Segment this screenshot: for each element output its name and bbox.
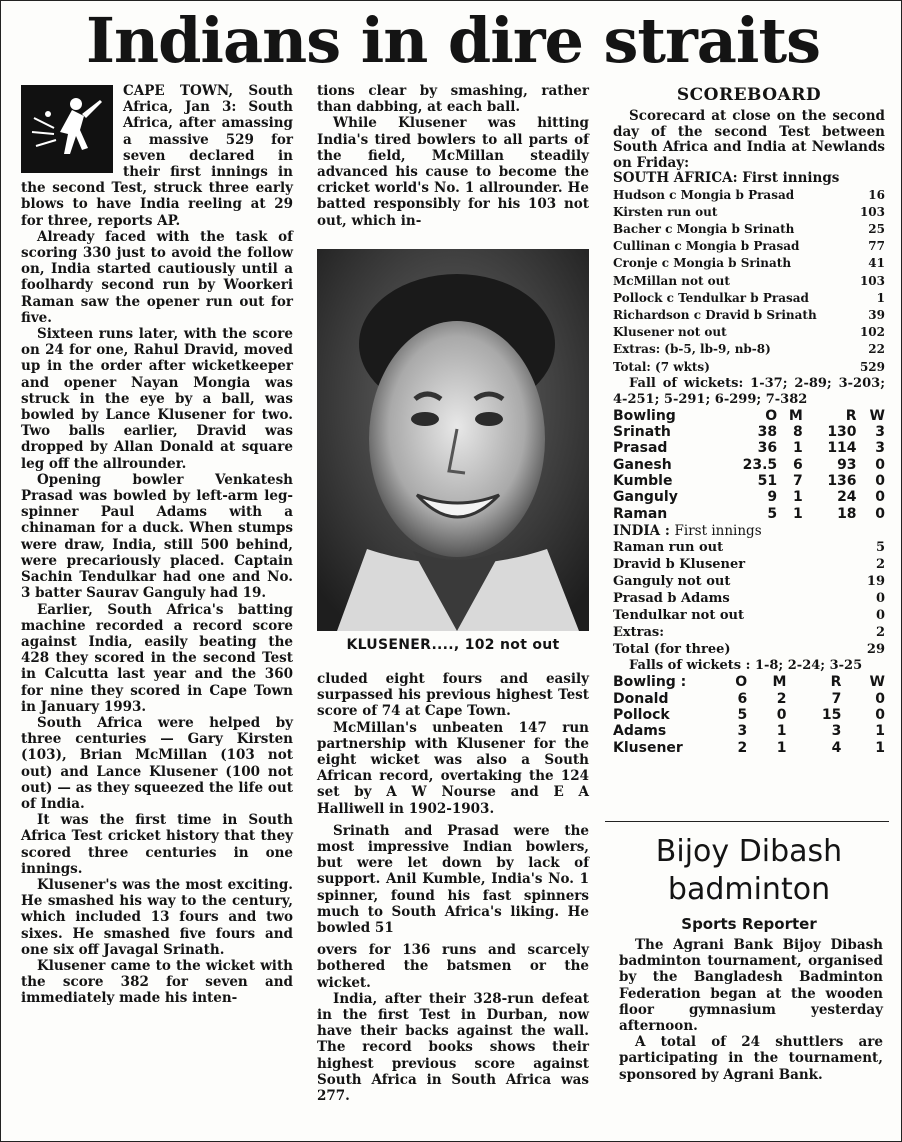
badminton-headline xyxy=(613,833,885,909)
runs: 77 xyxy=(868,239,885,254)
paragraph: The Agrani Bank Bijoy Dibash badminton tournament, organised by the Bangladesh Badminton Federation began at the wooden floor gymnasium yesterday afternoon. xyxy=(619,937,883,1035)
runs: 16 xyxy=(868,187,885,202)
bowler-name: Kumble xyxy=(613,472,673,489)
india-fall-of-wickets: Falls of wickets : 1-8; 2-24; 3-25 xyxy=(629,658,863,674)
klusener-photo xyxy=(317,249,589,631)
india-batting-table xyxy=(613,539,885,658)
byline: Sports Reporter xyxy=(681,915,817,933)
bowling-figure: 5 xyxy=(737,706,748,723)
india-bowling-table xyxy=(613,408,885,522)
article-column-1 xyxy=(21,83,293,1007)
batting-row xyxy=(613,556,885,573)
paragraph: cluded eight fours and easily surpassed his previous highest Test score of 74 at Cape Town. xyxy=(317,671,589,720)
bowling-figure: 36 xyxy=(757,440,778,457)
bowler-name: Ganguly xyxy=(613,489,678,506)
bowling-column-header: R xyxy=(830,674,842,691)
bowling-figure: 136 xyxy=(827,472,857,489)
scoreboard-intro: Scorecard at close on the second day of the second Test between South Africa and India at Newlands on Friday: xyxy=(613,108,885,171)
scoreboard xyxy=(613,85,885,756)
batting-row xyxy=(613,204,885,221)
bowling-figure: 3 xyxy=(737,723,748,740)
bowler-name: Ganesh xyxy=(613,456,672,473)
bowling-figure: 1 xyxy=(793,440,803,457)
bowling-row xyxy=(613,457,885,473)
batsman-entry: Bacher c Mongia b Srinath xyxy=(613,221,795,236)
sa-bowling-table xyxy=(613,674,885,755)
bowling-figure: 18 xyxy=(837,505,857,522)
batting-row xyxy=(613,341,885,358)
bowling-figure: 3 xyxy=(875,424,885,441)
batting-row xyxy=(613,641,885,658)
batting-row xyxy=(613,238,885,255)
sa-batting-table xyxy=(613,187,885,376)
bowler-name: Srinath xyxy=(613,424,671,441)
paragraph: Already faced with the task of scoring 330 just to avoid the follow on, India started cautiously until a foolhardy second run by Woorkeri Raman saw the opener run out for five. xyxy=(21,228,293,326)
bowling-figure: 114 xyxy=(827,440,857,457)
runs: 102 xyxy=(859,325,885,340)
bowling-row xyxy=(613,740,885,756)
innings-label: First innings xyxy=(674,522,762,539)
bowler-name: Adams xyxy=(613,723,667,740)
bowling-row xyxy=(613,473,885,489)
bowling-row xyxy=(613,424,885,440)
bowling-column-header: W xyxy=(869,407,885,424)
bowling-figure: 0 xyxy=(875,489,885,506)
bowling-figure: 1 xyxy=(776,739,787,756)
bowling-figure: 3 xyxy=(875,440,885,457)
batsman-entry: Ganguly not out xyxy=(613,574,731,590)
paragraph: While Klusener was hitting India's tired bowlers to all parts of the field, McMillan steadily advanced his cause to become the cricket world's No. 1 allrounder. He batted responsibly for his 103 not out, which in- xyxy=(317,115,589,229)
batsman-entry: Raman run out xyxy=(613,540,724,556)
paragraph: Earlier, South Africa's batting machine recorded a record score against India, easily beating the 428 they scored in the second Test in Calcutta last year and the 360 for nine they scored in Cape Town in January 1993. xyxy=(21,601,293,715)
batting-row xyxy=(613,590,885,607)
bowling-figure: 6 xyxy=(737,690,748,707)
bowling-figure: 1 xyxy=(793,489,803,506)
paragraph: It was the first time in South Africa Test cricket history that they scored three centuries in one innings. xyxy=(21,812,293,877)
bowling-row xyxy=(613,506,885,522)
batting-row xyxy=(613,187,885,204)
batting-row xyxy=(613,624,885,641)
bowling-figure: 4 xyxy=(831,739,842,756)
batsman-entry: Dravid b Klusener xyxy=(613,557,746,573)
batsman-entry: Extras: xyxy=(613,625,665,641)
bowling-figure: 130 xyxy=(827,424,857,441)
runs: 22 xyxy=(868,342,885,357)
batsman-entry: Cronje c Mongia b Srinath xyxy=(613,256,792,271)
bowling-figure: 0 xyxy=(875,505,885,522)
batsman-entry: Klusener not out xyxy=(613,325,727,340)
bowling-figure: 0 xyxy=(875,690,885,707)
runs: 103 xyxy=(859,204,885,219)
paragraph: Srinath and Prasad were the most impressive Indian bowlers, but were let down by lack of support. Anil Kumble, India's No. 1 spinner, found his fast spinners much to South Africa's liking. He bowled 51 xyxy=(317,822,589,937)
runs: 25 xyxy=(868,221,885,236)
bowling-row xyxy=(613,723,885,739)
runs: 0 xyxy=(875,591,885,607)
runs: 41 xyxy=(868,256,885,271)
paragraph: overs for 136 runs and scarcely bothered the batsmen or the wicket. xyxy=(317,942,589,991)
batsman-entry: Richardson c Dravid b Srinath xyxy=(613,307,817,322)
bowling-figure: 93 xyxy=(837,456,857,473)
bowler-name: Prasad xyxy=(613,440,668,457)
batsman-entry: Cullinan c Mongia b Prasad xyxy=(613,239,800,254)
batting-row xyxy=(613,290,885,307)
bowler-name: Klusener xyxy=(613,739,683,756)
bowling-figure: 0 xyxy=(875,706,885,723)
bowling-column-header: M xyxy=(788,407,803,424)
bowler-name: Raman xyxy=(613,505,668,522)
innings-label: First innings xyxy=(742,170,840,186)
runs: 29 xyxy=(866,642,885,658)
batting-row xyxy=(613,573,885,590)
runs: 39 xyxy=(868,307,885,322)
sa-fall-of-wickets: Fall of wickets: 1-37; 2-89; 3-203; 4-251; 5-291; 6-299; 7-382 xyxy=(613,375,885,407)
bowling-row xyxy=(613,440,885,456)
bowling-figure: 1 xyxy=(793,505,803,522)
bowling-figure: 9 xyxy=(767,489,778,506)
headline-line-1: Bijoy Dibash xyxy=(655,834,843,869)
bowling-column-header: M xyxy=(772,674,787,691)
batting-row xyxy=(613,307,885,324)
paragraph: McMillan's unbeaten 147 run partnership with Klusener for the eight wicket was also a South African record, overtaking the 124 set by A W Nourse and E A Halliwell in 1902-1903. xyxy=(317,719,589,817)
badminton-article xyxy=(619,937,883,1083)
bowling-figure: 2 xyxy=(776,690,787,707)
bowling-column-header: Bowling xyxy=(613,407,676,424)
bowling-column-header: Bowling : xyxy=(613,674,687,691)
batsman-entry: Prasad b Adams xyxy=(613,591,730,607)
bowling-figure: 23.5 xyxy=(742,456,778,473)
team-name: SOUTH AFRICA: xyxy=(613,170,738,186)
paragraph: Opening bowler Venkatesh Prasad was bowled by left-arm leg-spinner Paul Adams with a chinaman for a duck. When stumps were draw, India, still 500 behind, were precariously placed. Captain Sachin Tendulkar had one and No. 3 batter Saurav Ganguly had 19. xyxy=(21,471,293,602)
cricket-batsman-logo-icon xyxy=(21,85,113,173)
batting-row xyxy=(613,255,885,272)
bowler-name: Donald xyxy=(613,690,669,707)
divider xyxy=(605,821,889,822)
south-africa-innings-heading xyxy=(613,171,885,187)
paragraph: India, after their 328-run defeat in the first Test in Durban, now have their backs against the wall. The record books shows their highest previous score against South Africa in South Africa was 277. xyxy=(317,990,589,1105)
bowling-figure: 0 xyxy=(776,706,787,723)
runs: 529 xyxy=(859,359,885,374)
bowling-figure: 2 xyxy=(737,739,748,756)
bowling-figure: 15 xyxy=(821,706,842,723)
batting-row xyxy=(613,539,885,556)
batting-row xyxy=(613,607,885,624)
paragraph: CAPE TOWN, South Africa, Jan 3: South Africa, after amassing a massive 529 for seven declared in their first innings in the second Test, struck three early blows to have India reeling at 29 for three, reports AP. xyxy=(21,83,293,229)
scoreboard-title: SCOREBOARD xyxy=(676,85,822,105)
batsman-entry: McMillan not out xyxy=(613,273,730,288)
paragraph: A total of 24 shuttlers are participating in the tournament, sponsored by Agrani Bank. xyxy=(619,1034,883,1083)
bowling-row xyxy=(613,489,885,505)
paragraph: Sixteen runs later, with the score on 24 for one, Rahul Dravid, moved up in the order after wicketkeeper and opener Nayan Mongia was struck in the eye by a ball, was bowled by Lance Klusener for two. Two balls earlier, Dravid was dropped by Allan Donald at square leg off the allrounder. xyxy=(21,326,293,472)
bowling-row xyxy=(613,707,885,723)
bowler-name: Pollock xyxy=(613,706,670,723)
headline-line-2: badminton xyxy=(667,872,831,907)
team-name: INDIA : xyxy=(613,522,670,539)
bowling-figure: 1 xyxy=(776,723,787,740)
bowling-column-header: R xyxy=(845,407,857,424)
batsman-entry: Hudson c Mongia b Prasad xyxy=(613,187,795,202)
bowling-figure: 3 xyxy=(831,723,842,740)
runs: 2 xyxy=(875,557,885,573)
batsman-entry: Total (for three) xyxy=(613,642,731,658)
runs: 0 xyxy=(875,608,885,624)
batsman-entry: Total: (7 wkts) xyxy=(613,359,710,374)
bowling-figure: 51 xyxy=(757,472,778,489)
bowling-figure: 0 xyxy=(875,472,885,489)
batsman-entry: Pollock c Tendulkar b Prasad xyxy=(613,290,809,305)
runs: 19 xyxy=(866,574,885,590)
bowling-figure: 1 xyxy=(875,739,885,756)
paragraph: Klusener's was the most exciting. He smashed his way to the century, which included 13 fours and two sixes. He smashed five fours and one six off Javagal Srinath. xyxy=(21,876,293,958)
paragraph: South Africa were helped by three centuries — Gary Kirsten (103), Brian McMillan (103 not out) and Lance Klusener (100 not out) — as they squeezed the life out of India. xyxy=(21,714,293,812)
bowling-figure: 6 xyxy=(793,456,803,473)
article-column-2-continued xyxy=(317,671,589,1104)
batsman-entry: Kirsten run out xyxy=(613,204,718,219)
bowling-figure: 38 xyxy=(757,424,778,441)
batsman-entry: Tendulkar not out xyxy=(613,608,744,624)
bowling-figure: 7 xyxy=(793,472,803,489)
bowling-column-header: O xyxy=(765,407,778,424)
bowling-row xyxy=(613,691,885,707)
batting-row xyxy=(613,273,885,290)
batsman-entry: Extras: (b-5, lb-9, nb-8) xyxy=(613,342,771,357)
runs: 5 xyxy=(875,540,885,556)
bowling-column-header: W xyxy=(869,674,885,691)
paragraph: Klusener came to the wicket with the score 382 for seven and immediately made his inten- xyxy=(21,957,293,1007)
bowling-figure: 8 xyxy=(793,424,803,441)
bowling-figure: 7 xyxy=(831,690,842,707)
runs: 2 xyxy=(875,625,885,641)
batting-row xyxy=(613,359,885,376)
paragraph: tions clear by smashing, rather than dabbing, at each ball. xyxy=(317,83,589,116)
runs: 103 xyxy=(859,273,885,288)
article-column-2 xyxy=(317,83,589,229)
bowling-figure: 1 xyxy=(875,723,885,740)
bowling-figure: 24 xyxy=(837,489,857,506)
bowling-figure: 0 xyxy=(875,456,885,473)
runs: 1 xyxy=(876,290,885,305)
batting-row xyxy=(613,324,885,341)
batting-row xyxy=(613,221,885,238)
india-innings-heading xyxy=(613,524,885,540)
bowling-figure: 5 xyxy=(767,505,778,522)
headline: Indians in dire straits xyxy=(85,4,821,77)
bowling-column-header: O xyxy=(735,674,748,691)
photo-caption: KLUSENER...., 102 not out xyxy=(346,637,560,653)
